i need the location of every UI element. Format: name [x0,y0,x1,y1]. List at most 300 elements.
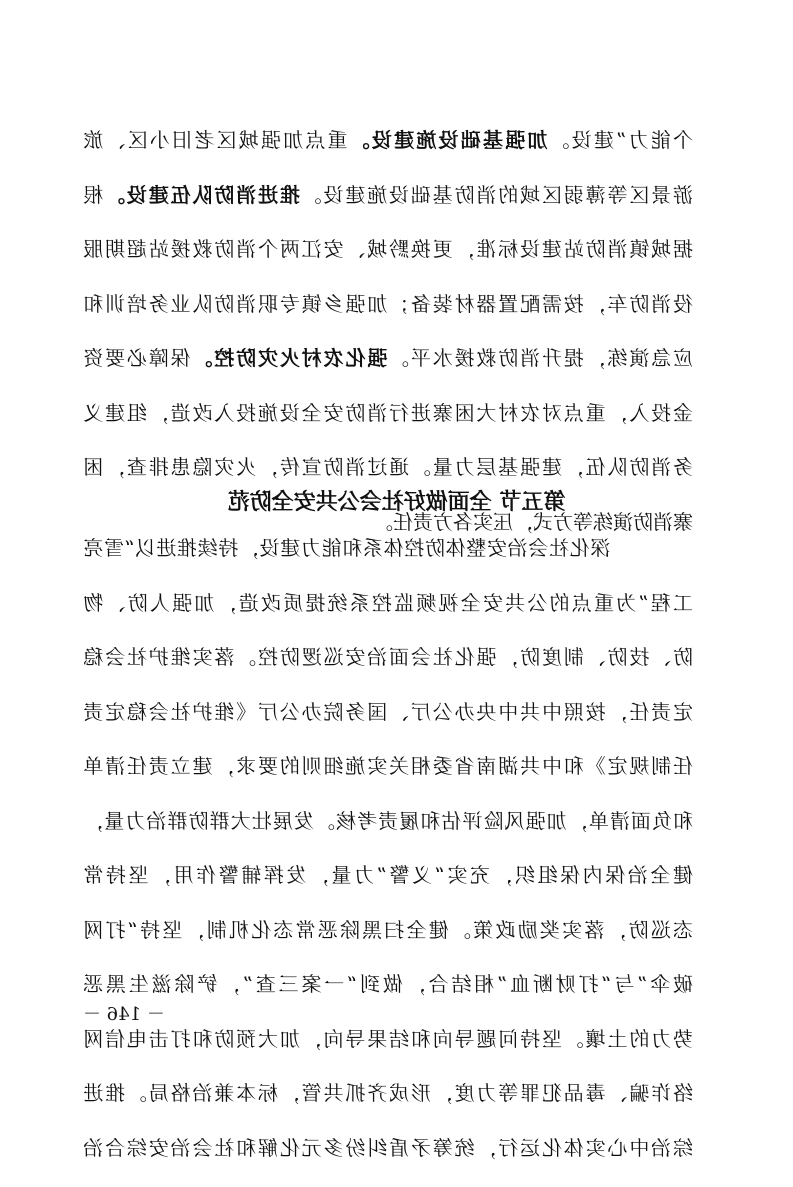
char: “ [601,972,612,996]
char: 内 [582,863,603,887]
bold-char: 础 [460,128,481,152]
char: 黑 [362,917,383,942]
text-line [83,533,693,563]
char: 实 [585,1135,606,1160]
char: 建 [192,754,213,778]
char: 续 [197,536,218,560]
char: 。 [126,1081,147,1105]
char: 持 [218,536,239,560]
char: 防 [633,509,653,534]
char: 恶 [317,917,338,942]
char: 资 [83,346,104,370]
char: 安 [345,645,366,669]
char: ” [376,863,387,887]
char: 挥 [263,863,284,887]
char: 推 [176,536,197,560]
char: 查 [255,972,276,996]
char: 要 [105,346,126,370]
char: ， [585,291,606,316]
char: ， [454,237,475,261]
char: 个 [257,237,278,261]
char: 础 [410,182,431,207]
char: 按 [563,291,584,316]
char: 。 [389,346,410,370]
char: 救 [476,346,497,370]
char: 站 [563,237,584,261]
char: 的 [498,182,519,207]
char: 案 [301,972,322,996]
char: 防 [424,536,445,560]
char: 工 [673,590,693,615]
char: 持 [520,1026,541,1051]
char: 坚 [162,917,183,942]
char: 需 [541,291,562,316]
char: 改 [192,400,213,425]
char: 巡 [650,917,671,942]
char: 化 [454,645,475,669]
bold-char: 消 [236,182,257,207]
char: 相 [474,972,495,996]
char: 设 [323,182,344,207]
char: ， [492,863,513,887]
char: 社 [170,699,191,724]
char: 入 [629,400,650,425]
char: 建 [541,455,562,479]
char: 办 [454,699,475,724]
public-security-section [83,533,693,1187]
char: 健 [428,917,449,942]
char: 援 [454,346,475,370]
char: 公 [279,699,300,724]
char: 安 [148,1135,169,1160]
bold-char: 火 [279,346,300,370]
char: 防 [323,455,344,479]
char: ， [563,455,584,479]
char: 灾 [214,455,235,479]
char: 管 [301,1081,322,1105]
char: 等 [607,182,628,207]
char: 和 [342,536,363,560]
char: 伞 [650,972,671,996]
char: 诈 [651,1081,672,1105]
char: 履 [399,808,420,833]
char: 进 [410,400,431,425]
char: 生 [128,972,149,996]
char: ， [606,917,627,942]
char: ， [498,645,519,669]
char: 单 [588,808,609,833]
text-line [83,289,693,319]
char: 盾 [389,1135,410,1160]
char: 防 [345,400,366,425]
char: 黑 [105,972,126,996]
char: 相 [410,754,431,778]
char: 任 [673,754,693,778]
char: 综 [126,1135,147,1160]
char: 会 [192,1135,213,1160]
char: 的 [549,590,570,615]
char: 排 [148,455,169,479]
char: 按 [585,699,606,724]
char: 《 [236,699,257,724]
bold-char: 灾 [257,346,278,370]
char: 旅 [83,128,104,152]
text-line [83,642,693,672]
char: 器 [476,291,497,316]
char: ， [432,1081,453,1105]
char: 责 [148,754,169,778]
char: ， [216,590,237,615]
char: 运 [520,1135,541,1160]
char: 中 [541,699,562,724]
char: 全 [406,917,427,942]
char: ” [637,972,648,996]
char: 必 [126,346,147,370]
char: 、 [651,645,672,669]
char: 实 [473,509,493,534]
text-line [83,180,693,210]
char: 信 [105,1026,126,1051]
char: 系 [349,590,370,615]
char: 质 [283,590,304,615]
char: 厅 [410,699,431,724]
char: 逻 [301,645,322,669]
char: ， [513,509,533,534]
char: 全 [460,590,481,615]
char: 小 [149,128,170,152]
char: 根 [83,182,104,207]
char: 策 [473,917,494,942]
char: 救 [192,237,213,261]
text-line [83,915,693,945]
char: 义 [83,400,104,425]
char: ， [301,1026,322,1051]
char: 化 [541,1135,562,1160]
char: 力 [354,863,375,887]
char: 心 [607,1135,628,1160]
char: 力 [300,536,321,560]
char: 力 [628,128,649,152]
char: 强 [345,291,366,316]
char: 群 [209,808,230,833]
bold-char: 。 [349,128,370,152]
char: 造 [238,590,259,615]
char: 齐 [367,1081,388,1105]
char: 备 [410,291,431,316]
char: 健 [673,863,693,887]
char: 和 [83,291,104,316]
char: 游 [673,182,693,207]
char: 。 [314,808,335,833]
char: 人 [149,590,170,615]
char: 湖 [498,754,519,778]
char: 共 [520,754,541,778]
char: 做 [382,972,403,996]
char: ” [496,972,508,996]
char [673,533,693,563]
char: 恶 [83,972,104,996]
char: 为 [616,590,637,615]
char: 。 [373,509,393,534]
char: 个 [673,128,693,152]
char: 能 [650,128,671,152]
char: 解 [257,1135,278,1160]
char: 财 [555,972,576,996]
char: 加 [367,291,388,316]
char: 系 [362,536,383,560]
char: 亮 [83,536,104,560]
char: 演 [629,346,650,370]
char: 城 [238,128,259,152]
char: 公 [527,590,548,615]
char: 控 [257,645,278,669]
char: 治 [627,863,648,887]
char: 力 [651,1026,672,1051]
char: 政 [495,917,516,942]
char: 评 [462,808,483,833]
char: 充 [469,863,490,887]
char: ， [585,346,606,370]
char: 治 [507,536,528,560]
char: 准 [476,237,497,261]
char: 行 [389,400,410,425]
char: 制 [206,917,227,942]
char: 监 [394,590,415,615]
char: 壮 [251,808,272,833]
char: 力 [476,1081,497,1105]
char: 骗 [629,1081,650,1105]
char: 和 [236,1135,257,1160]
char: 施 [257,400,278,425]
bold-char: 防 [214,182,235,207]
char: 控 [404,536,425,560]
char: 加 [283,128,304,152]
char: 、 [585,645,606,669]
bold-char: 。 [105,182,126,207]
char: 治 [651,1135,672,1160]
char: 建 [280,536,301,560]
char: 安 [482,590,503,615]
char: 铲 [197,972,218,996]
char: 度 [541,645,562,669]
char: 提 [305,590,326,615]
char: 防 [629,291,650,316]
char: 区 [127,128,148,152]
char: 职 [257,291,278,316]
char: 装 [432,291,453,316]
char: 织 [515,863,536,887]
char: 实 [447,863,468,887]
char: 消 [520,346,541,370]
char: 隐 [192,455,213,479]
char: 式 [533,509,553,534]
char: ， [279,1081,300,1105]
char: 务 [673,455,693,479]
char: 的 [279,754,300,778]
char: 急 [651,346,672,370]
char: 护 [148,645,169,669]
char [632,533,652,563]
char: 务 [345,699,366,724]
char: 更 [432,237,453,261]
bold-char: 伍 [170,182,191,207]
char: 任 [629,699,650,724]
char: 建 [105,400,126,425]
char: 建 [541,237,562,261]
char: 和 [192,1026,213,1051]
char: 、 [105,590,126,615]
char: 院 [323,699,344,724]
bold-char: 基 [482,128,503,152]
char: 防 [585,237,606,261]
char: ； [389,291,410,316]
char: 社 [432,645,453,669]
char: 组 [126,400,147,425]
char: 国 [367,699,388,724]
char: 宣 [301,455,322,479]
char: 建 [345,182,366,207]
char: 强 [172,590,193,615]
char: 江 [301,237,322,261]
char: 。 [236,645,257,669]
bold-char: 设 [126,182,147,207]
char: 农 [520,400,541,425]
text-line [83,452,693,482]
char: 区 [541,182,562,207]
char: 关 [389,754,410,778]
char: 困 [83,455,104,479]
char: 大 [476,400,497,425]
bold-char: 进 [257,182,278,207]
char: 果 [367,1026,388,1051]
char: 用 [173,863,194,887]
char: ” [616,128,627,152]
char: 局 [148,1081,169,1105]
bold-char: 强 [367,346,388,370]
char: 社 [548,536,569,560]
char: 展 [272,808,293,833]
char: 壤 [585,1026,606,1051]
char: 》 [585,754,606,778]
char: 制 [563,645,584,669]
char: 量 [432,455,453,479]
char: 问 [498,1026,519,1051]
char: 乡 [323,291,344,316]
char: 区 [216,128,237,152]
char: 省 [454,754,475,778]
char: 防 [498,346,519,370]
char: 打 [170,1026,191,1051]
char: 行 [498,1135,519,1160]
char: 单 [83,754,104,778]
char: 公 [432,699,453,724]
char: ， [148,400,169,425]
bold-char: 建 [394,128,415,152]
char: 。 [549,128,570,152]
char: 消 [607,237,628,261]
char: 打 [578,972,599,996]
char: 标 [498,237,519,261]
char: 防 [214,1026,235,1051]
char: 通 [389,455,410,479]
char: 打 [105,917,126,942]
char: 化 [251,917,272,942]
char: 坚 [128,863,149,887]
char: 镇 [301,291,322,316]
char: 实 [561,917,582,942]
char: 结 [389,1026,410,1051]
char: 应 [673,346,693,370]
char: 消 [651,291,672,316]
char: 保 [605,863,626,887]
char: 责 [83,699,104,724]
char: 深 [590,536,611,560]
bold-char: 队 [192,182,213,207]
char: “ [124,536,135,560]
char: 任 [126,754,147,778]
char: 施 [367,182,388,207]
char: 黔 [389,237,410,261]
char: 材 [454,291,475,316]
char: 防 [673,645,693,669]
char: 标 [257,1081,278,1105]
char: 定 [673,699,693,724]
char: 合 [428,972,449,996]
char: 势 [673,1026,693,1051]
char: 实 [367,754,388,778]
char: 本 [236,1081,257,1105]
char: 机 [228,917,249,942]
char: 平 [410,346,431,370]
char: 会 [528,536,549,560]
char: 断 [532,972,553,996]
char: ， [184,917,205,942]
char: ， [83,808,104,833]
char: 网 [83,1026,104,1051]
char: ， [257,455,278,479]
char: 消 [367,400,388,425]
char: 域 [520,182,541,207]
char: 整 [466,536,487,560]
char: 基 [498,455,519,479]
char: 护 [192,699,213,724]
char: 定 [607,754,628,778]
text-line [83,588,693,618]
char: 加 [546,808,567,833]
section-heading: 第五节 全面做好社会公共安全防范 [227,489,566,515]
char: 换 [410,237,431,261]
char: 社 [214,1135,235,1160]
char: 加 [279,1026,300,1051]
char: 点 [305,128,326,152]
char: 各 [453,509,473,534]
char: 加 [194,590,215,615]
char: 坚 [541,1026,562,1051]
char: 防 [629,455,650,479]
char: 设 [279,400,300,425]
char: 提 [563,346,584,370]
char: 视 [438,590,459,615]
char: 强 [520,455,541,479]
char: 到 [360,972,381,996]
char: 方 [433,509,453,534]
char: 统 [454,1135,475,1160]
char: 防 [214,237,235,261]
char: 治 [170,1135,191,1160]
char: 治 [367,645,388,669]
char: 队 [607,455,628,479]
char: 消 [236,291,257,316]
